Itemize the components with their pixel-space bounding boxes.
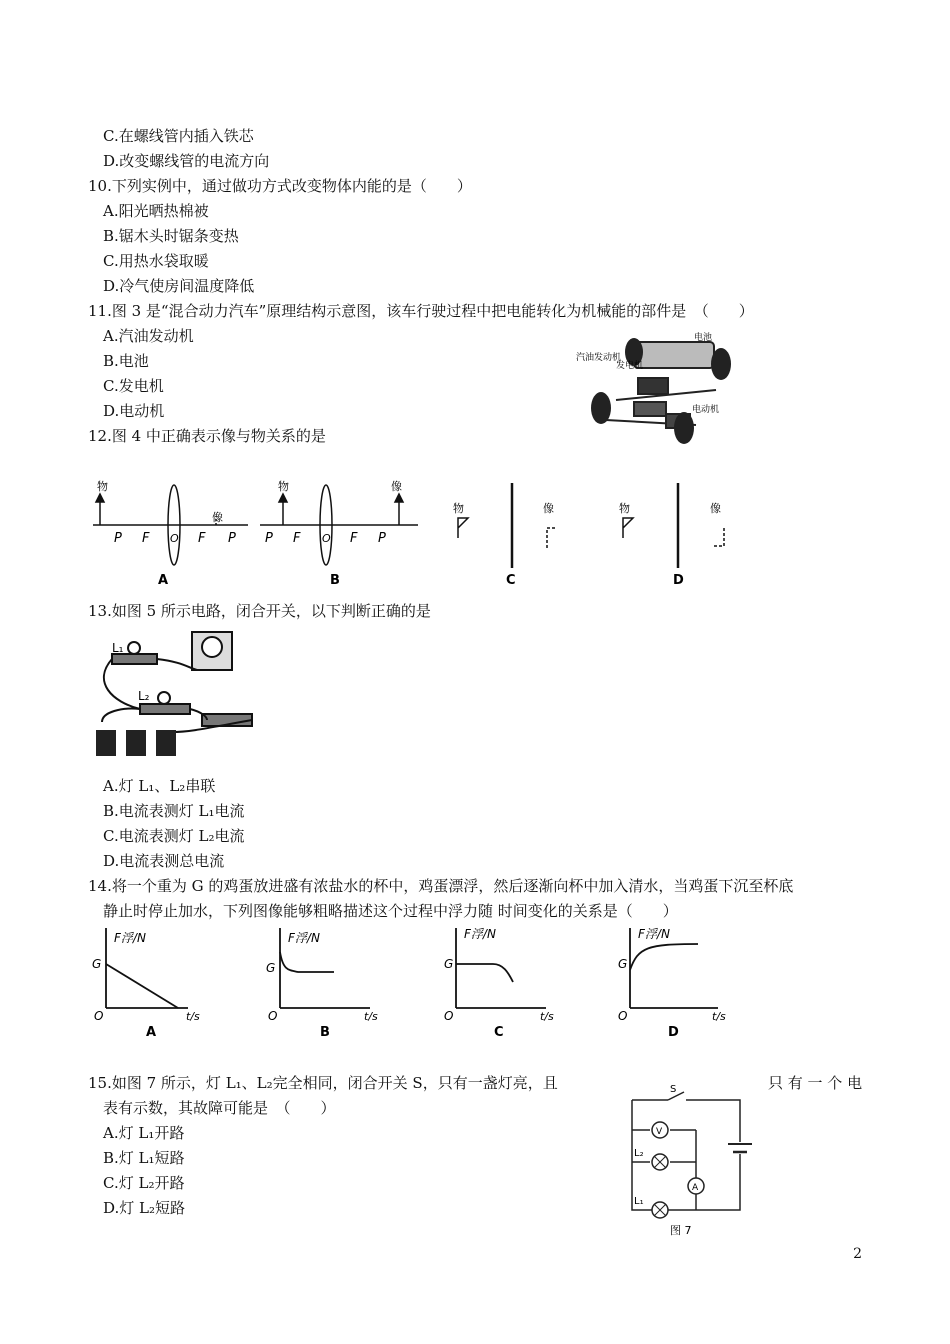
panel-label-a: A	[146, 1025, 157, 1040]
fig7-label-v: V	[656, 1127, 663, 1137]
focal-mark: P	[378, 531, 386, 546]
wheel	[591, 392, 611, 424]
fig7-label-l1: L₁	[634, 1196, 644, 1207]
focal-mark: F	[350, 531, 358, 546]
q13-option-b: B.电流表测灯 L₁电流	[103, 802, 245, 820]
q11-option-a: A.汽油发动机	[103, 327, 194, 345]
q10-option-c: C.用热水袋取暖	[103, 252, 209, 270]
panel-label-d: D	[668, 1025, 679, 1040]
bulb-l2	[158, 692, 170, 704]
q15-option-c: C.灯 L₂开路	[103, 1174, 185, 1192]
buoyancy-graphs	[88, 922, 748, 1040]
x-axis-label: t/s	[540, 1010, 554, 1023]
circuit-figure-5	[92, 622, 262, 762]
panel-d-object-label: 物	[619, 502, 630, 515]
origin-label: O	[618, 1009, 628, 1023]
circuit-figure-7	[620, 1082, 760, 1242]
focal-mark: F	[293, 531, 301, 546]
hybrid-car-figure	[576, 330, 736, 450]
q13-stem: 13.如图 5 所示电路，闭合开关，以下判断正确的是	[88, 602, 431, 620]
g-tick: G	[444, 957, 454, 971]
panel-label-d: D	[673, 573, 684, 588]
q10-stem: 10.下列实例中，通过做功方式改变物体内能的是（ ）	[88, 177, 472, 195]
q13-option-a: A.灯 L₁、L₂串联	[103, 777, 216, 795]
lamp-l1	[652, 1202, 668, 1218]
y-axis-label: F浮/N	[638, 927, 670, 941]
origin-label: O	[444, 1009, 454, 1023]
q15-stem-line1a: 15.如图 7 所示，灯 L₁、L₂完全相同，闭合开关 S，只有一盏灯亮，且	[88, 1074, 558, 1092]
fig3-label-engine: 汽油发动机	[576, 353, 622, 363]
q11-option-d: D.电动机	[103, 402, 165, 420]
panel-label-c: C	[494, 1025, 504, 1040]
fig3-label-generator: 发电机	[616, 361, 644, 371]
q10-option-a: A.阳光晒热棉被	[103, 202, 209, 220]
q10-option-b: B.锯木头时锯条变热	[103, 227, 239, 245]
q11-option-c: C.发电机	[103, 377, 164, 395]
q14-stem-line1: 14.将一个重为 G 的鸡蛋放进盛有浓盐水的杯中，鸡蛋漂浮，然后逐渐向杯中加入清水，当鸡蛋下沉至杯底	[88, 877, 794, 895]
q13-option-c: C.电流表测灯 L₂电流	[103, 827, 245, 845]
y-axis-label: F浮/N	[464, 927, 496, 941]
fig5-label-l2: L₂	[138, 689, 150, 703]
optical-center-mark: O	[170, 532, 179, 545]
battery-cell	[96, 730, 116, 756]
q15-option-b: B.灯 L₁短路	[103, 1149, 185, 1167]
q15-stem-line1b: 只 有 一 个 电	[768, 1074, 863, 1092]
origin-label: O	[94, 1009, 104, 1023]
q12-stem: 12.图 4 中正确表示像与物关系的是	[88, 427, 326, 445]
focal-mark: P	[265, 531, 273, 546]
battery-cell	[156, 730, 176, 756]
panel-d-image-label: 像	[710, 502, 721, 515]
q15-option-a: A.灯 L₁开路	[103, 1124, 185, 1142]
battery-cell	[126, 730, 146, 756]
page-number: 2	[853, 1246, 862, 1262]
panel-c-object-label: 物	[453, 502, 464, 515]
fig5-label-l1: L₁	[112, 641, 124, 655]
focal-mark: P	[114, 531, 122, 546]
q9-option-d: D.改变螺线管的电流方向	[103, 152, 270, 170]
panel-label-b: B	[320, 1025, 330, 1040]
g-tick: G	[92, 957, 102, 971]
fig7-label-s: S	[670, 1084, 677, 1095]
panel-label-c: C	[506, 573, 516, 588]
q13-option-d: D.电流表测总电流	[103, 852, 225, 870]
focal-mark: P	[228, 531, 236, 546]
y-axis-label: F浮/N	[288, 931, 320, 945]
panel-label-a: A	[158, 573, 169, 588]
g-tick: G	[618, 957, 628, 971]
panel-a-object-label: 物	[97, 480, 108, 493]
q9-option-c: C.在螺线管内插入铁芯	[103, 127, 254, 145]
focal-mark: F	[142, 531, 150, 546]
panel-label-b: B	[330, 573, 340, 588]
g-tick: G	[266, 961, 276, 975]
origin-label: O	[268, 1009, 278, 1023]
fig7-label-l2: L₂	[634, 1148, 644, 1159]
panel-a-image-label: 像	[212, 511, 223, 524]
q10-option-d: D.冷气使房间温度降低	[103, 277, 255, 295]
q11-option-b: B.电池	[103, 352, 149, 370]
lens-figure-4	[88, 478, 748, 590]
panel-c-image-label: 像	[543, 502, 554, 515]
wheel	[711, 348, 731, 380]
bulb-l1	[128, 642, 140, 654]
y-axis-label: F浮/N	[114, 931, 146, 945]
x-axis-label: t/s	[364, 1010, 378, 1023]
x-axis-label: t/s	[712, 1010, 726, 1023]
wheel	[674, 412, 694, 444]
q15-option-d: D.灯 L₂短路	[103, 1199, 186, 1217]
q14-stem-line2: 静止时停止加水，下列图像能够粗略描述这个过程中浮力随 时间变化的关系是（ ）	[103, 902, 678, 920]
fig3-label-motor: 电动机	[692, 405, 720, 415]
x-axis-label: t/s	[186, 1010, 200, 1023]
focal-mark: F	[198, 531, 206, 546]
fig7-label-a: A	[692, 1183, 699, 1193]
fig3-label-battery: 电池	[694, 333, 713, 343]
optical-center-mark: O	[322, 532, 331, 545]
q11-stem: 11.图 3 是“混合动力汽车”原理结构示意图，该车行驶过程中把电能转化为机械能的部件是 （ ）	[88, 302, 754, 320]
panel-b-object-label: 物	[278, 480, 289, 493]
q15-stem-line2: 表有示数，其故障可能是 （ ）	[103, 1099, 336, 1117]
fig7-caption: 图 7	[670, 1224, 692, 1237]
lamp-l2	[652, 1154, 668, 1170]
panel-b-image-label: 像	[391, 480, 402, 493]
